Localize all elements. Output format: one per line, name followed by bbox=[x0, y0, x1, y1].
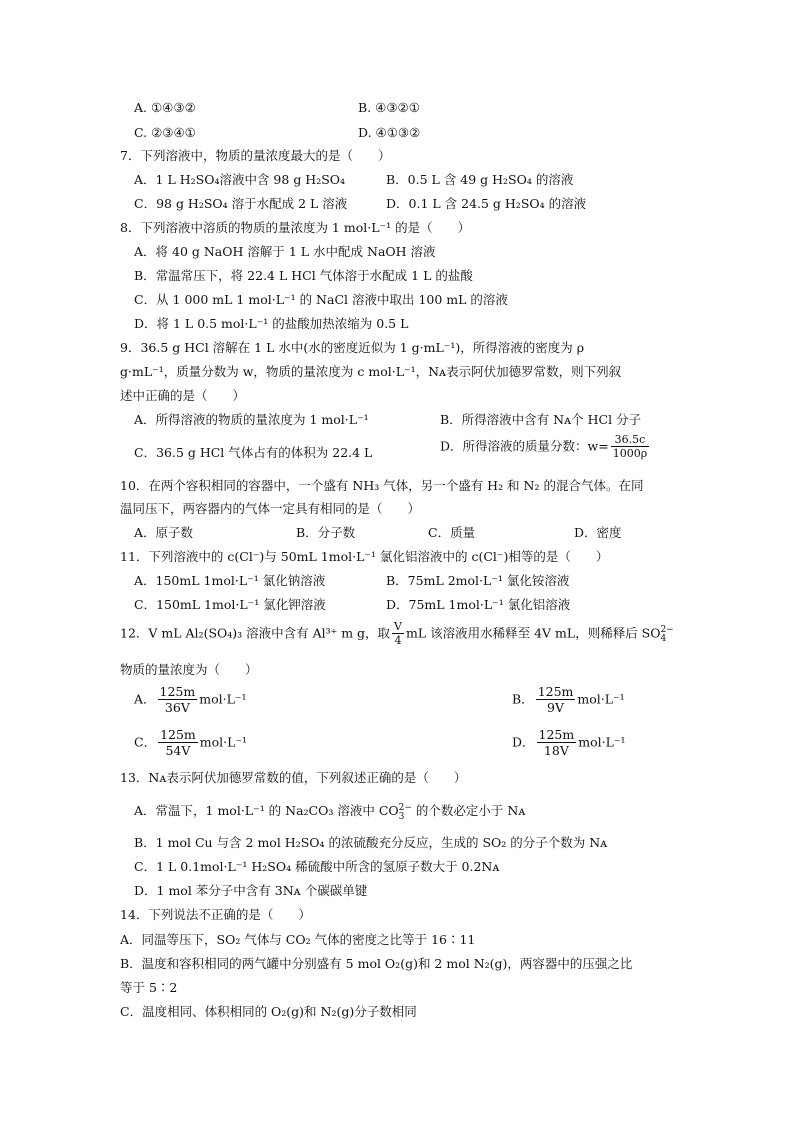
q12-option-b-unit: mol·L⁻¹ bbox=[577, 691, 625, 707]
q7-stem: 7．下列溶液中，物质的量浓度最大的是（ ） bbox=[120, 148, 391, 163]
q12-c-denominator: 54V bbox=[165, 743, 191, 758]
q12-stem-line1 bbox=[120, 620, 674, 647]
q12-ion-sup: 2− bbox=[660, 625, 674, 635]
q12-option-c-label: C． bbox=[134, 734, 157, 750]
q10-option-a: A．原子数 bbox=[134, 525, 194, 540]
q7-option-a: A．1 L H₂SO₄溶液中含 98 g H₂SO₄ bbox=[134, 172, 346, 187]
q12-option-b bbox=[512, 684, 625, 715]
q12-option-b-label: B． bbox=[512, 691, 534, 707]
q12-frac-denominator: 4 bbox=[394, 634, 402, 647]
q13-option-c: C．1 L 0.1mol·L⁻¹ H₂SO₄ 稀硫酸中所含的氢原子数大于 0.2Nᴀ bbox=[134, 859, 500, 874]
q12-b-denominator: 9V bbox=[547, 700, 565, 715]
q14-option-a: A．同温等压下，SO₂ 气体与 CO₂ 气体的密度之比等于 16∶11 bbox=[120, 932, 476, 947]
q6-option-d: D. ④①③② bbox=[358, 125, 421, 140]
q7-option-d: D．0.1 L 含 24.5 g H₂SO₄ 的溶液 bbox=[386, 196, 587, 211]
q13-ion-sup: 2− bbox=[398, 803, 412, 813]
q12-b-numerator: 125m bbox=[537, 684, 574, 699]
q6-option-a: A. ①④③② bbox=[134, 100, 196, 115]
q12-stem-part2: mL 该溶液用水稀释至 4V mL，则稀释后 SO bbox=[406, 625, 661, 641]
q13-stem: 13．Nᴀ表示阿伏加德罗常数的值，下列叙述正确的是（ ） bbox=[120, 770, 467, 785]
q12-c-numerator: 125m bbox=[160, 727, 196, 742]
q10-option-b: B．分子数 bbox=[296, 525, 356, 540]
q12-stem-line2: 物质的量浓度为（ ） bbox=[120, 662, 258, 677]
q12-sulfate-charge bbox=[661, 626, 674, 644]
q10-option-c: C．质量 bbox=[428, 525, 476, 540]
q9-option-d bbox=[440, 433, 651, 460]
q8-option-a: A．将 40 g NaOH 溶解于 1 L 水中配成 NaOH 溶液 bbox=[134, 244, 436, 259]
q7-option-b: B．0.5 L 含 49 g H₂SO₄ 的溶液 bbox=[386, 172, 574, 187]
q13-option-a bbox=[134, 802, 525, 822]
q13-option-d: D．1 mol 苯分子中含有 3Nᴀ 个碳碳单键 bbox=[134, 883, 368, 898]
q12-stem-part1: 12．V mL Al₂(SO₄)₃ 溶液中含有 Al³⁺ m g，取 bbox=[120, 625, 391, 641]
q12-option-a-unit: mol·L⁻¹ bbox=[199, 691, 247, 707]
q14-option-b-line2: 等于 5∶2 bbox=[120, 980, 178, 995]
q14-option-b-line1: B．温度和容积相同的两气罐中分别盛有 5 mol O₂(g)和 2 mol N₂(g)，两容器中的压强之比 bbox=[120, 956, 633, 971]
q12-option-c bbox=[134, 727, 247, 758]
q11-option-d: D．75mL 1mol·L⁻¹ 氯化铝溶液 bbox=[386, 597, 571, 612]
q8-stem: 8．下列溶液中溶质的物质的量浓度为 1 mol·L⁻¹ 的是（ ） bbox=[120, 220, 471, 235]
q10-option-d: D．密度 bbox=[574, 525, 622, 540]
q12-option-d bbox=[512, 727, 626, 758]
q8-option-c: C．从 1 000 mL 1 mol·L⁻¹ 的 NaCl 溶液中取出 100 mL 的溶液 bbox=[134, 292, 508, 307]
q9-option-b: B．所得溶液中含有 Nᴀ个 HCl 分子 bbox=[440, 412, 642, 427]
q12-a-numerator: 125m bbox=[159, 684, 196, 699]
q13-carbonate-charge bbox=[399, 804, 412, 822]
q12-d-numerator: 125m bbox=[538, 727, 575, 742]
q6-option-c: C. ②③④① bbox=[134, 125, 196, 140]
q9-stem-line1: 9．36.5 g HCl 溶解在 1 L 水中(水的密度近似为 1 g·mL⁻¹)，所得溶液的密度为 ρ bbox=[120, 340, 585, 355]
q12-frac-numerator: V bbox=[394, 620, 402, 633]
q14-option-c: C．温度相同、体积相同的 O₂(g)和 N₂(g)分子数相同 bbox=[120, 1004, 417, 1019]
q9-d-denominator: 1000ρ bbox=[612, 447, 648, 460]
q12-d-denominator: 18V bbox=[543, 743, 569, 758]
q11-stem: 11．下列溶液中的 c(Cl⁻)与 50mL 1mol·L⁻¹ 氯化铝溶液中的 c(Cl⁻)相等的是（ ） bbox=[120, 549, 609, 564]
q14-stem: 14．下列说法不正确的是（ ） bbox=[120, 907, 311, 922]
q12-option-d-unit: mol·L⁻¹ bbox=[578, 734, 626, 750]
q13-option-a-text: A．常温下，1 mol·L⁻¹ 的 Na₂CO₃ 溶液中 CO bbox=[134, 803, 399, 818]
q12-option-b-fraction bbox=[536, 684, 576, 715]
q9-option-d-fraction bbox=[611, 433, 649, 460]
q12-option-a bbox=[134, 684, 247, 715]
q12-a-denominator: 36V bbox=[164, 700, 190, 715]
q12-ion-sub: 4 bbox=[660, 634, 667, 644]
q11-option-b: B．75mL 2mol·L⁻¹ 氯化铵溶液 bbox=[386, 573, 570, 588]
q13-option-b: B．1 mol Cu 与含 2 mol H₂SO₄ 的浓硫酸充分反应，生成的 SO₂ 的分子个数为 Nᴀ bbox=[134, 835, 608, 850]
q9-option-a: A．所得溶液的物质的量浓度为 1 mol·L⁻¹ bbox=[134, 412, 369, 427]
q11-option-a: A．150mL 1mol·L⁻¹ 氯化钠溶液 bbox=[134, 573, 326, 588]
q13-ion-sub: 3 bbox=[398, 812, 405, 822]
q10-stem-line1: 10．在两个容积相同的容器中，一个盛有 NH₃ 气体，另一个盛有 H₂ 和 N₂ 的混合气体。在同 bbox=[120, 478, 644, 493]
q9-stem-line3: 述中正确的是（ ） bbox=[120, 388, 246, 403]
q12-option-a-label: A． bbox=[134, 691, 156, 707]
q9-stem-line2: g·mL⁻¹，质量分数为 w，物质的量浓度为 c mol·L⁻¹，Nᴀ表示阿伏加德罗常数，则下列叙 bbox=[120, 364, 622, 379]
q13-option-a-tail: 的个数必定小于 Nᴀ bbox=[411, 803, 526, 818]
q12-option-a-fraction bbox=[158, 684, 198, 715]
q12-v-over-4-fraction bbox=[392, 620, 404, 647]
q8-option-d: D．将 1 L 0.5 mol·L⁻¹ 的盐酸加热浓缩为 0.5 L bbox=[134, 316, 409, 331]
q10-stem-line2: 温同压下，两容器内的气体一定具有相同的是（ ） bbox=[120, 501, 421, 516]
q9-option-c: C．36.5 g HCl 气体占有的体积为 22.4 L bbox=[134, 445, 373, 460]
q9-d-numerator: 36.5c bbox=[611, 433, 649, 447]
q9-option-d-prefix: D．所得溶液的质量分数：w= bbox=[440, 438, 609, 454]
q6-option-b: B. ④③②① bbox=[358, 100, 420, 115]
q12-option-d-fraction bbox=[537, 727, 577, 758]
q12-option-c-fraction bbox=[158, 727, 198, 758]
q8-option-b: B．常温常压下，将 22.4 L HCl 气体溶于水配成 1 L 的盐酸 bbox=[134, 268, 473, 283]
q12-option-c-unit: mol·L⁻¹ bbox=[199, 734, 248, 750]
q7-option-c: C．98 g H₂SO₄ 溶于水配成 2 L 溶液 bbox=[134, 196, 348, 211]
q12-option-d-label: D． bbox=[512, 734, 535, 750]
q11-option-c: C．150mL 1mol·L⁻¹ 氯化钾溶液 bbox=[134, 597, 326, 612]
